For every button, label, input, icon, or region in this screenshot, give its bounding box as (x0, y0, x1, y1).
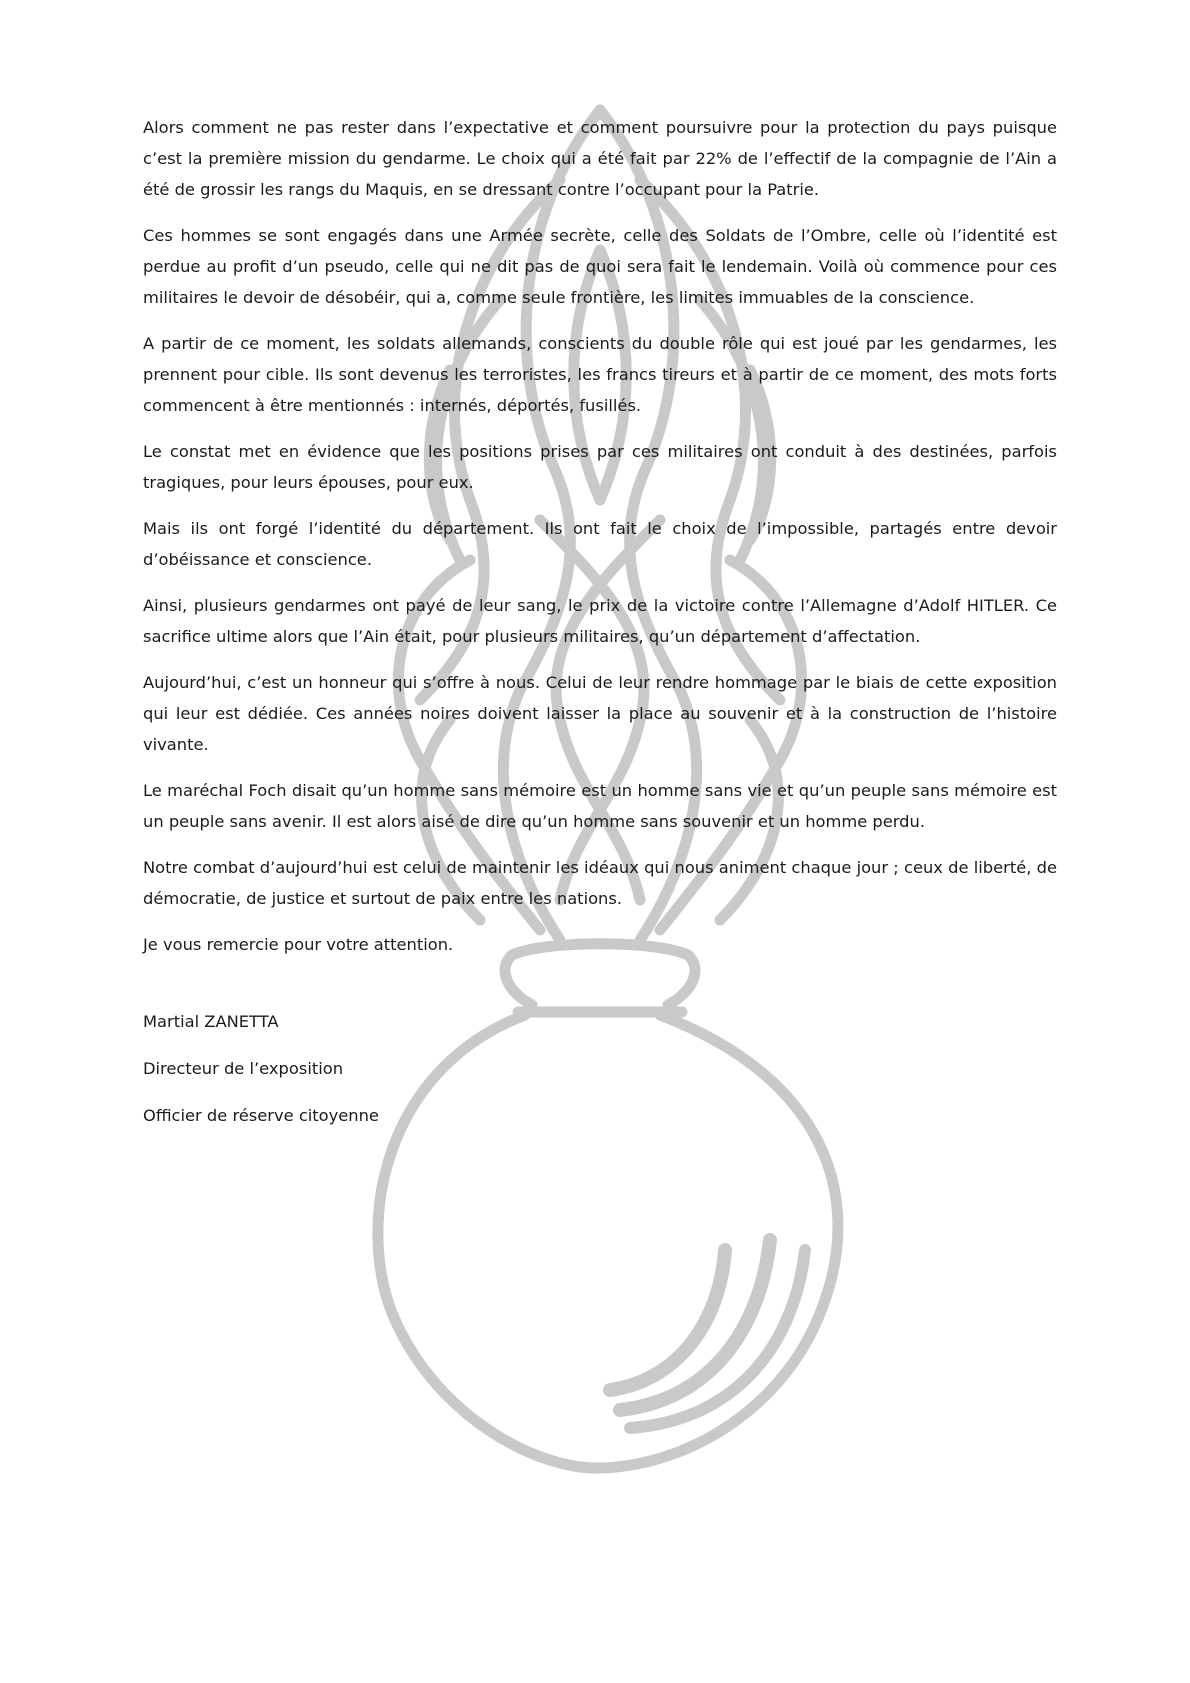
paragraph-6: Ainsi, plusieurs gendarmes ont payé de leur sang, le prix de la victoire contre l’Allemagne d’Adolf HITLER. Ce sacrifice ultime alors que l’Ain était, pour plusieurs militaires, qu’un département d’affectation. (143, 596, 1057, 646)
signature-role: Directeur de l’exposition (143, 1059, 344, 1078)
paragraph-2: Ces hommes se sont engagés dans une Armée secrète, celle des Soldats de l’Ombre, celle où l’identité est perdue au profit d’un pseudo, celle qui ne dit pas de quoi sera fait le lendemain. Voilà où commence pour ces militaires le devoir de désobéir, qui a, comme seule frontière, les limites immuables de la conscience. (143, 226, 1057, 307)
signature-name: Martial ZANETTA (143, 1012, 279, 1031)
paragraph-1: Alors comment ne pas rester dans l’expectative et comment poursuivre pour la protection du pays puisque c’est la première mission du gendarme. Le choix qui a été fait par 22% de l’effectif de la compagnie de l’Ain a été de grossir les rangs du Maquis, en se dressant contre l’occupant pour la Patrie. (143, 118, 1057, 199)
document-body (143, 112, 1057, 1147)
paragraph-4: Le constat met en évidence que les positions prises par ces militaires ont conduit à des destinées, parfois tragiques, pour leurs épouses, pour eux. (143, 442, 1057, 492)
paragraph-9: Notre combat d’aujourd’hui est celui de maintenir les idéaux qui nous animent chaque jour ; ceux de liberté, de démocratie, de justice et surtout de paix entre les nations. (143, 858, 1057, 908)
signature-rank: Officier de réserve citoyenne (143, 1106, 379, 1125)
signature-block (143, 1006, 1057, 1131)
paragraph-8: Le maréchal Foch disait qu’un homme sans mémoire est un homme sans vie et qu’un peuple sans mémoire est un peuple sans avenir. Il est alors aisé de dire qu’un homme sans souvenir et un homme perdu. (143, 781, 1057, 831)
closing-line: Je vous remercie pour votre attention. (143, 935, 454, 954)
paragraph-7: Aujourd’hui, c’est un honneur qui s’offre à nous. Celui de leur rendre hommage par le biais de cette exposition qui leur est dédiée. Ces années noires doivent laisser la place au souvenir et à la construction de l’histoire vivante. (143, 673, 1057, 754)
paragraph-5: Mais ils ont forgé l’identité du département. Ils ont fait le choix de l’impossible, partagés entre devoir d’obéissance et conscience. (143, 519, 1057, 569)
paragraph-3: A partir de ce moment, les soldats allemands, conscients du double rôle qui est joué par les gendarmes, les prennent pour cible. Ils sont devenus les terroristes, les francs tireurs et à partir de ce moment, des mots forts commencent à être mentionnés : internés, déportés, fusillés. (143, 334, 1057, 415)
